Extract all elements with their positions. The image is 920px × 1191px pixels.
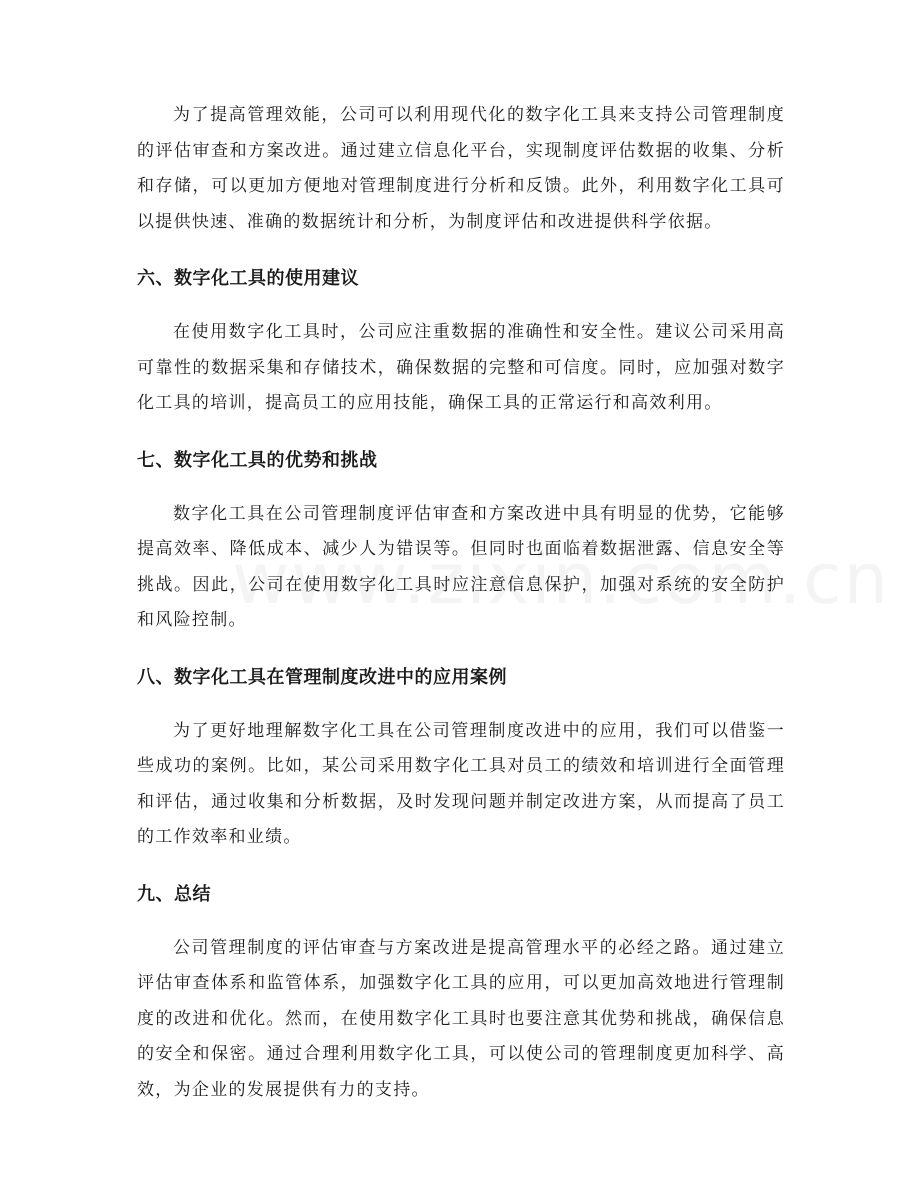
section-9-paragraph: 公司管理制度的评估审查与方案改进是提高管理水平的必经之路。通过建立评估审查体系和监管体系，加强数字化工具的应用，可以更加高效地进行管理制度的改进和优化。然而，在使用数字化工具时也要注意其优势和挑战，确保信息的安全和保密。通过合理利用数字化工具，可以使公司的管理制度更加科学、高效，为企业的发展提供有力的支持。: [137, 937, 785, 1100]
intro-paragraph: 为了提高管理效能，公司可以利用现代化的数字化工具来支持公司管理制度的评估审查和方案改进。通过建立信息化平台，实现制度评估数据的收集、分析和存储，可以更加方便地对管理制度进行分析和反馈。此外，利用数字化工具可以提供快速、准确的数据统计和分析，为制度评估和改进提供科学依据。: [137, 105, 785, 232]
section-7-heading: 七、数字化工具的优势和挑战: [137, 449, 378, 471]
section-9-heading: 九、总结: [137, 883, 211, 905]
section-6-paragraph: 在使用数字化工具时，公司应注重数据的准确性和安全性。建议公司采用高可靠性的数据采集和存储技术，确保数据的完整和可信度。同时，应加强对数字化工具的培训，提高员工的应用技能，确保工具的正常运行和高效利用。: [137, 322, 785, 413]
section-7-paragraph: 数字化工具在公司管理制度评估审查和方案改进中具有明显的优势，它能够提高效率、降低成本、减少人为错误等。但同时也面临着数据泄露、信息安全等挑战。因此，公司在使用数字化工具时应注意信息保护，加强对系统的安全防护和风险控制。: [137, 503, 785, 630]
section-8-paragraph: 为了更好地理解数字化工具在公司管理制度改进中的应用，我们可以借鉴一些成功的案例。比如，某公司采用数字化工具对员工的绩效和培训进行全面管理和评估，通过收集和分析数据，及时发现问题并制定改进方案，从而提高了员工的工作效率和业绩。: [137, 720, 785, 847]
section-8-heading: 八、数字化工具在管理制度改进中的应用案例: [137, 666, 507, 688]
document-body: [137, 98, 785, 1108]
section-6-heading: 六、数字化工具的使用建议: [137, 268, 359, 289]
